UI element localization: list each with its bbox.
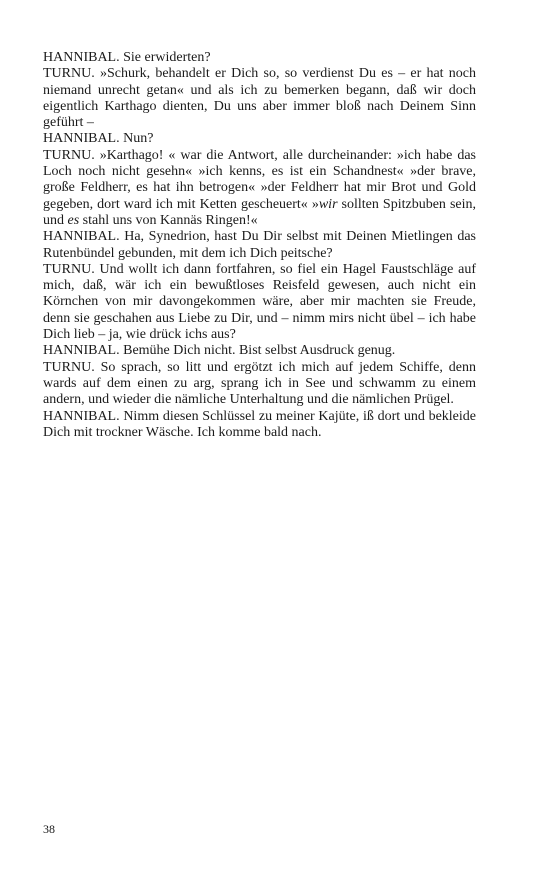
paragraph-2-text: TURNU. »Schurk, behandelt er Dich so, so verdienst Du es – er hat noch niemand unrecht getan« und als ich zu bemerken begann, daß wir doch eigentlich Karthago dienten, Du uns aber immer bloß nach Deinem Sinn geführt –	[43, 66, 476, 131]
page-number: 38	[43, 822, 55, 836]
paragraph-3-text: HANNIBAL. Nun?	[43, 131, 154, 147]
paragraph-1	[43, 50, 476, 66]
paragraph-6-text: TURNU. Und wollt ich dann fortfahren, so fiel ein Hagel Faustschläge auf mich, daß, wär ich ein bewußtloses Reisfeld gewesen, auch nicht ein Körnchen von mir davongekommen wäre, aber mir machten sie Freude, denn sie geschahen aus Liebe zu Dir, und – nimm mirs nicht übel – ich habe Dich lieb – ja, wie drück ichs aus?	[43, 261, 476, 343]
paragraph-6	[43, 262, 476, 343]
page-body	[43, 50, 476, 441]
paragraph-7	[43, 343, 476, 359]
paragraph-4-text-a: TURNU. »Karthago! « war die Antwort, alle durcheinander: »ich habe das Loch noch nicht gesehn« »ich kenns, es ist ein Schandnest« »der brave, große Feldherr, es hat ihn betrogen« »der Feldherr hat mir Brot und Gold gegeben, dort ward ich mit Ketten gescheuert« »	[43, 147, 476, 212]
paragraph-5-text: HANNIBAL. Ha, Synedrion, hast Du Dir selbst mit Deinen Mietlingen das Rutenbündel gebunden, mit dem ich Dich peitsche?	[43, 229, 476, 261]
paragraph-2	[43, 66, 476, 131]
paragraph-5	[43, 229, 476, 262]
paragraph-4-text-b: sollten Spitzbuben sein, und	[43, 196, 476, 228]
paragraph-9-text: HANNIBAL. Nimm diesen Schlüssel zu meiner Kajüte, iß dort und bekleide Dich mit trockner Wäsche. Ich komme bald nach.	[43, 408, 476, 440]
paragraph-9	[43, 409, 476, 442]
paragraph-4	[43, 148, 476, 229]
paragraph-7-text: HANNIBAL. Bemühe Dich nicht. Bist selbst Ausdruck genug.	[43, 343, 396, 359]
paragraph-8	[43, 360, 476, 409]
paragraph-4-text-c: stahl uns von Kannäs Ringen!«	[79, 212, 258, 228]
paragraph-4-emphasis-wir: wir	[318, 196, 338, 212]
paragraph-3	[43, 131, 476, 147]
paragraph-1-text: HANNIBAL. Sie erwiderten?	[43, 50, 211, 65]
paragraph-8-text: TURNU. So sprach, so litt und ergötzt ich mich auf jedem Schiffe, denn wards auf dem einen zu arg, sprang ich in See und schwamm zu einem andern, und wieder die nämliche Unterhaltung und die nämlichen Prügel.	[43, 359, 476, 408]
paragraph-4-emphasis-es: es	[67, 212, 80, 228]
